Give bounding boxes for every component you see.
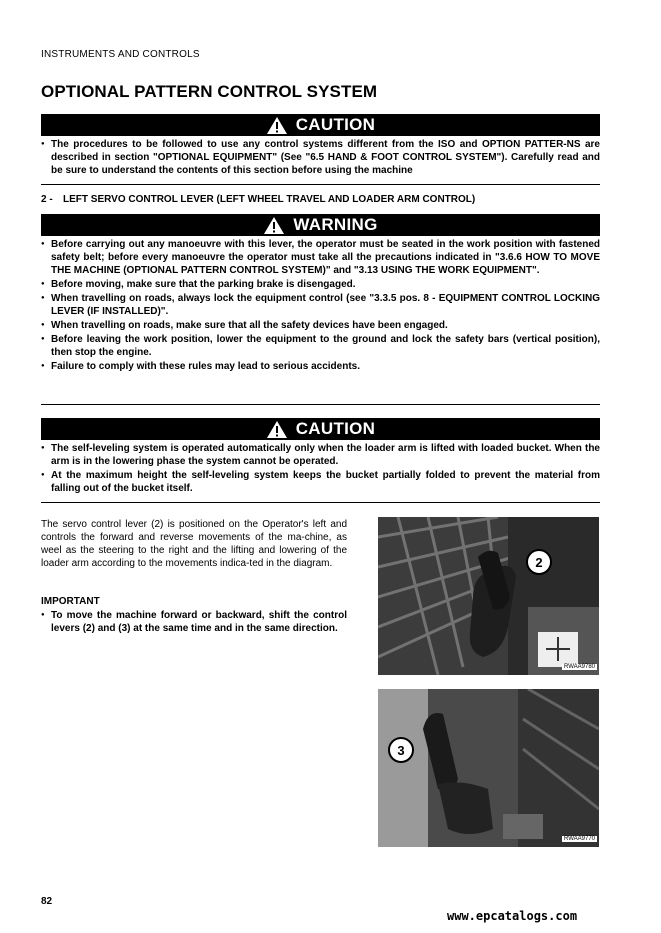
callout-2: 2 xyxy=(526,549,552,575)
figure-code: RWAA9780 xyxy=(564,664,596,670)
website-watermark: www.epcatalogs.com xyxy=(447,909,578,923)
warning-box xyxy=(41,238,600,405)
warning-item: ● When travelling on roads, make sure that all the safety devices have been engaged. xyxy=(41,319,600,332)
warning-label: WARNING xyxy=(293,215,378,234)
caution-label: CAUTION xyxy=(295,419,376,438)
caution-box-2 xyxy=(41,442,600,503)
caution-item: ● The procedures to be followed to use any control systems different from the ISO and OPTION PATTER-NS are described in section "OPTIONAL EQUIPMENT" (See "6.5 HAND & FOOT CONTROL SYSTEM"). Carefully read and be sure to understand the contents of this section before using the machine xyxy=(41,138,600,177)
important-item: ● To move the machine forward or backward, shift the control levers (2) and (3) at the same time and in the same direction. xyxy=(41,609,347,635)
caution-banner-2 xyxy=(41,418,600,440)
caution-box xyxy=(41,138,600,185)
figure-right-servo-lever xyxy=(378,689,599,847)
caution-item: ● The self-leveling system is operated automatically only when the loader arm is lifted with loaded bucket. When the arm is in the lowering phase the system cannot be operated. xyxy=(41,442,600,468)
subsection-number: 2 - xyxy=(41,194,53,205)
body-paragraph: The servo control lever (2) is positioned on the Operator's left and controls the forward and reverse movements of the ma-chine, as weel as the steering to the right and the lifting and lowering of the loader arm according to the movements indica-ted in the diagram. xyxy=(41,519,347,569)
warning-item: ● Before leaving the work position, lower the equipment to the ground and lock the safety bars (vertical position), then stop the engine. xyxy=(41,333,600,359)
warning-item: ● When travelling on roads, always lock the equipment control (see "3.3.5 pos. 8 - EQUIPMENT CONTROL LOCKING LEVER (IF INSTALLED)". xyxy=(41,292,600,318)
caution-label: CAUTION xyxy=(295,115,376,134)
subsection-title: LEFT SERVO CONTROL LEVER (LEFT WHEEL TRAVEL AND LOADER ARM CONTROL) xyxy=(63,194,476,205)
section-header: INSTRUMENTS AND CONTROLS xyxy=(41,49,200,60)
warning-triangle-icon xyxy=(263,216,285,235)
caution-banner xyxy=(41,114,600,136)
figure-left-servo-lever xyxy=(378,517,599,675)
important-list xyxy=(41,609,347,636)
photo-left-lever xyxy=(378,517,599,675)
page-title: OPTIONAL PATTERN CONTROL SYSTEM xyxy=(41,82,378,101)
warning-item: ● Before moving, make sure that the parking brake is disengaged. xyxy=(41,278,600,291)
warning-triangle-icon xyxy=(266,116,288,135)
photo-right-lever xyxy=(378,689,599,847)
warning-item: ● Failure to comply with these rules may lead to serious accidents. xyxy=(41,360,600,373)
figure-code: RWAA9770 xyxy=(564,836,596,842)
callout-3: 3 xyxy=(388,737,414,763)
warning-triangle-icon xyxy=(266,420,288,439)
important-label: IMPORTANT xyxy=(41,596,100,607)
warning-banner xyxy=(41,214,600,236)
warning-item: ● Before carrying out any manoeuvre with this lever, the operator must be seated in the work position with fastened safety belt; before every manoeuvre the operator must take all the precautions indicated in "3.6.6 HOW TO MOVE THE MACHINE (OPTIONAL PATTERN CONTROL SYSTEM)" and "3.13 USING THE WORK EQUIPMENT". xyxy=(41,238,600,277)
page-number: 82 xyxy=(41,896,53,907)
subsection-heading xyxy=(41,194,475,205)
caution-item: ● At the maximum height the self-leveling system keeps the bucket partially folded to prevent the material from falling out of the bucket itself. xyxy=(41,469,600,495)
